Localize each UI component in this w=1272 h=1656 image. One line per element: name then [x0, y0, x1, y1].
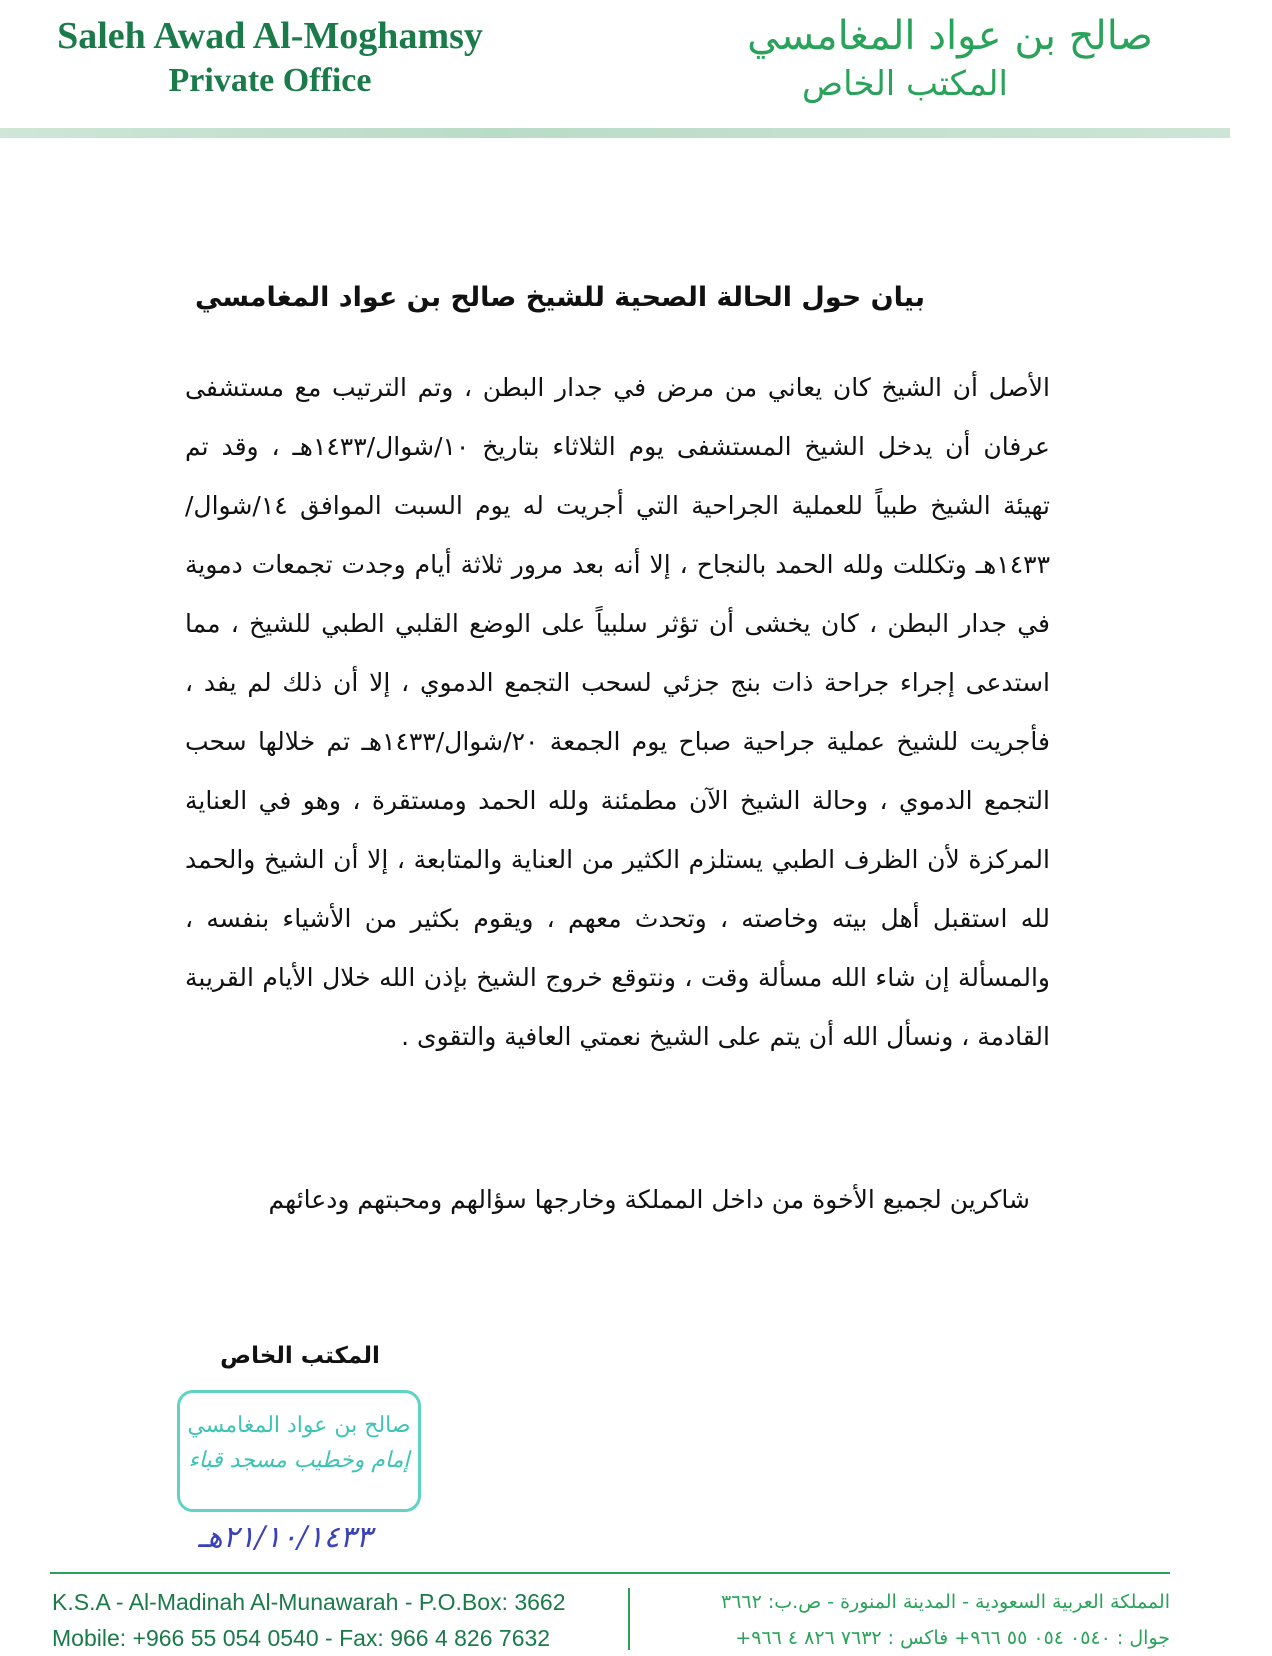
statement-title: بيان حول الحالة الصحية للشيخ صالح بن عواد المغامسي — [195, 282, 925, 313]
official-stamp — [177, 1390, 421, 1512]
statement-body: الأصل أن الشيخ كان يعاني من مرض في جدار البطن ، وتم الترتيب مع مستشفى عرفان أن يدخل الشيخ المستشفى يوم الثلاثاء بتاريخ ١٠/شوال/١٤٣٣هـ ، وقد تم تهيئة الشيخ طبياً للعملية الجراحية التي أجريت له يوم السبت الموافق ١٤/شوال/١٤٣٣هـ وتكللت ولله الحمد بالنجاح ، إلا أنه بعد مرور ثلاثة أيام وجدت تجمعات دموية في جدار البطن ، كان يخشى أن تؤثر سلبياً على الوضع القلبي الطبي للشيخ ، مما استدعى إجراء جراحة ذات بنج جزئي لسحب التجمع الدموي ، إلا أن ذلك لم يفد ، فأجريت للشيخ عملية جراحية صباح يوم الجمعة ٢٠/شوال/١٤٣٣هـ تم خلالها سحب التجمع الدموي ، وحالة الشيخ الآن مطمئنة ولله الحمد ومستقرة ، وهو في العناية المركزة لأن الظرف الطبي يستلزم الكثير من العناية والمتابعة ، إلا أن الشيخ والحمد لله استقبل أهل بيته وخاصته ، وتحدث معهم ، ويقوم بكثير من الأشياء بنفسه ، والمسألة إن شاء الله مسألة وقت ، ونتوقع خروج الشيخ بإذن الله خلال الأيام القريبة القادمة ، ونسأل الله أن يتم على الشيخ نعمتي العافية والتقوى . — [185, 373, 1050, 1051]
name-ar: صالح بن عواد المغامسي — [747, 13, 1153, 59]
footer-divider — [50, 1572, 1170, 1574]
footer-phone-en: Mobile: +966 55 054 0540 - Fax: 966 4 826 7632 — [52, 1625, 551, 1651]
stamp-line-1: صالح بن عواد المغامسي — [187, 1413, 411, 1438]
signature-label: المكتب الخاص — [220, 1343, 380, 1369]
name-en: Saleh Awad Al-Moghamsy — [57, 15, 483, 57]
footer-phone-ar: جوال : ٠٥٤٠ ٠٥٤ ٥٥ ٩٦٦+ فاكس : ٧٦٣٢ ٨٢٦ ٤ ٩٦٦+ — [735, 1627, 1170, 1649]
letterhead — [0, 0, 1230, 140]
office-en: Private Office — [168, 62, 372, 99]
footer-address-ar: المملكة العربية السعودية - المدينة المنورة - ص.ب: ٣٦٦٢ — [721, 1591, 1170, 1613]
footer-english — [52, 1584, 612, 1656]
stamp-line-2: إمام وخطيب مسجد قباء — [188, 1448, 410, 1473]
header-band — [0, 128, 1230, 138]
letterhead-arabic — [690, 10, 1210, 106]
thanks-line: شاكرين لجميع الأخوة من داخل المملكة وخارجها سؤالهم ومحبتهم ودعائهم — [268, 1185, 1030, 1214]
footer-address-en: K.S.A - Al-Madinah Al-Munawarah - P.O.Box: 3662 — [52, 1589, 566, 1615]
office-ar: المكتب الخاص — [802, 64, 1008, 104]
footer-arabic — [650, 1584, 1170, 1656]
handwritten-date: ٢١/١٠/١٤٣٣هـ — [198, 1520, 372, 1555]
letterhead-english — [0, 12, 540, 102]
footer-separator — [628, 1588, 630, 1650]
